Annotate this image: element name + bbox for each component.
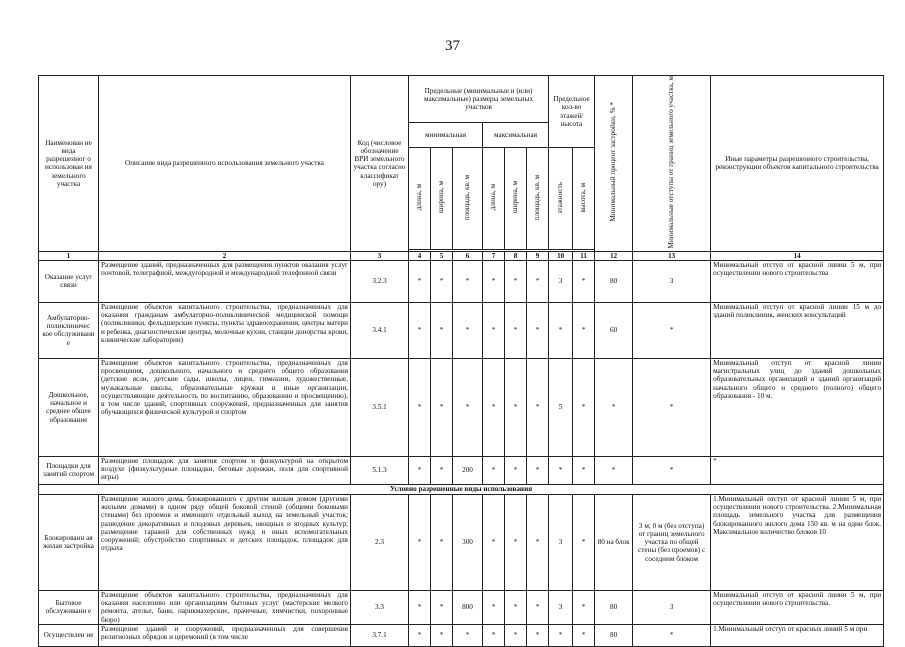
header-setbacks: Минимальные отступы от границ земельного участка, м: [667, 76, 676, 249]
header-floors-group: Предельное кол-во этажей/ высота: [549, 76, 595, 148]
header-floors: этажность: [556, 181, 565, 214]
row-name: Амбулаторно-поликлиничес кое обслуживани е: [39, 302, 99, 358]
column-number: 10: [549, 251, 573, 260]
row-value: *: [573, 260, 595, 302]
header-height: высота, м: [579, 182, 588, 213]
row-value: *: [409, 260, 431, 302]
row-name: Бытовое обслуживани е: [39, 590, 99, 624]
row-value: *: [505, 302, 527, 358]
row-value: *: [549, 302, 573, 358]
row-name: Осуществлен ие: [39, 624, 99, 646]
column-number: 9: [527, 251, 549, 260]
row-value: *: [505, 590, 527, 624]
row-name: Блокированн ая жилая застройка: [39, 494, 99, 590]
row-value: *: [409, 302, 431, 358]
column-number: 3: [351, 251, 409, 260]
row-value: *: [483, 456, 505, 484]
header-min-width: ширина, м: [437, 181, 446, 214]
page-number: 37: [445, 38, 460, 54]
row-value: *: [453, 624, 483, 646]
row-value: 3: [633, 590, 711, 624]
row-description: Размещение объектов капитального строительства, предназначенных для оказания гражданам амбулаторно-поликлинической медицинской помощи (поликлиники, фельдшерские пункты, пункты здравоохранения, центры матери и ребенка, диагностические центры, молочные кухни, станции донорства крови, клинические лаборатории): [99, 302, 351, 358]
row-value: *: [549, 456, 573, 484]
row-value: *: [453, 358, 483, 456]
row-value: *: [573, 590, 595, 624]
row-value: 3: [549, 590, 573, 624]
table-row: [39, 494, 884, 590]
row-value: *: [527, 456, 549, 484]
column-number: 6: [453, 251, 483, 260]
header-min-length: длина, м: [415, 184, 424, 211]
row-value: *: [431, 590, 453, 624]
row-value: *: [633, 358, 711, 456]
row-value: *: [409, 590, 431, 624]
column-number: 13: [633, 251, 711, 260]
header-max-width: ширина, м: [511, 181, 520, 214]
row-value: *: [409, 358, 431, 456]
row-value: *: [527, 590, 549, 624]
column-number: 14: [711, 251, 884, 260]
column-number: 12: [595, 251, 633, 260]
row-value: *: [431, 260, 453, 302]
header-maximal: максимальная: [483, 122, 549, 147]
row-value: *: [505, 260, 527, 302]
row-value: 80: [595, 624, 633, 646]
row-value: *: [573, 624, 595, 646]
row-value: 200: [453, 456, 483, 484]
row-value: *: [549, 624, 573, 646]
row-other-params: Минимальный отступ от красной линии 15 м до зданий поликлиник, женских консультаций: [711, 302, 884, 358]
row-value: 60: [595, 302, 633, 358]
table-row: [39, 260, 884, 302]
row-value: *: [505, 456, 527, 484]
row-value: 3 м; 0 м (без отступа) от границ земельного участка по общей стены (без проемов) с соседним блоком: [633, 494, 711, 590]
row-description: Размещение жилого дома, блокированного с другим жилым домом (другими жилыми домами) в одном ряду общей боковой стеной (общими боковыми стенами) без проемов и имеющего отдельный выход на земельный участок; разведение декоративных и плодовых деревьев, овощных и ягодных культур; размещение гаражей для собственных нужд и иных вспомогательных сооружений; обустройство спортивных и детских площадок, площадок для отдыха: [99, 494, 351, 590]
row-description: Размещение зданий, предназначенных для размещения пунктов оказания услуг почтовой, телеграфной, междугородной и международной телефонной связи: [99, 260, 351, 302]
column-numbers-row: [39, 251, 884, 260]
row-value: 80 на блок: [595, 494, 633, 590]
row-value: *: [483, 358, 505, 456]
row-other-params: *: [711, 456, 884, 484]
row-value: *: [573, 358, 595, 456]
column-number: 2: [99, 251, 351, 260]
header-name: Наименован ие вида разрешенног о использован ия земельного участка: [39, 76, 99, 252]
table-row: [39, 624, 884, 646]
row-description: Размещение площадок для занятия спортом и физкультурой на открытом воздухе (физкультурные площадки, беговые дорожки, поля для спортивной игры): [99, 456, 351, 484]
row-value: 800: [453, 590, 483, 624]
header-percent: Минимальный процент застройки, % *: [609, 102, 618, 222]
row-value: *: [431, 494, 453, 590]
row-value: *: [505, 624, 527, 646]
row-name: Оказание услуг связи: [39, 260, 99, 302]
row-value: *: [483, 260, 505, 302]
row-code: 3.3: [351, 590, 409, 624]
table-row: [39, 358, 884, 456]
row-value: *: [483, 494, 505, 590]
header-min-area: площадь, кв. м: [463, 174, 472, 221]
section-conditional-title: Условно разрешенные виды использования: [39, 484, 884, 494]
row-value: *: [483, 302, 505, 358]
row-code: 3.5.1: [351, 358, 409, 456]
row-other-params: Минимальный отступ от красной линии 5 м, при осуществлении нового строительства: [711, 260, 884, 302]
row-value: *: [409, 624, 431, 646]
row-description: Размещение объектов капитального строительства, предназначенных для оказания населению или организациям бытовых услуг (мастерские мелкого ремонта, ателье, бани, парикмахерские, прачечные, химчистки, похоронные бюро): [99, 590, 351, 624]
row-value: 80: [595, 260, 633, 302]
row-value: 3: [549, 494, 573, 590]
row-value: *: [527, 260, 549, 302]
row-value: *: [409, 456, 431, 484]
header-other: Иные параметры разрешенного строительства, реконструкции объектов капитального строительства: [711, 76, 884, 252]
row-value: *: [483, 624, 505, 646]
row-code: 3.2.3: [351, 260, 409, 302]
row-other-params: Минимальный отступ от красной линии магистральных улиц до зданий дошкольных образовательных организаций и зданий организаций начального общего и среднего (полного) общего образования - 10 м.: [711, 358, 884, 456]
row-code: 5.1.3: [351, 456, 409, 484]
row-value: *: [633, 456, 711, 484]
row-name: Дошкольное, начальное и среднее общее образование: [39, 358, 99, 456]
header-minimal: минимальная: [409, 122, 483, 147]
row-value: *: [595, 358, 633, 456]
column-number: 1: [39, 251, 99, 260]
row-value: *: [573, 302, 595, 358]
row-value: *: [431, 624, 453, 646]
header-max-area: площадь, кв. м: [533, 174, 542, 221]
row-code: 2.3: [351, 494, 409, 590]
column-number: 5: [431, 251, 453, 260]
column-number: 7: [483, 251, 505, 260]
row-value: *: [483, 590, 505, 624]
row-value: 300: [453, 494, 483, 590]
row-value: *: [573, 494, 595, 590]
column-number: 8: [505, 251, 527, 260]
header-code: Код (числовое обозначение ВРИ земельного участка согласно классификат ору): [351, 76, 409, 252]
section-row: [39, 484, 884, 494]
header-max-length: длина, м: [489, 184, 498, 211]
header-description: Описание вида разрешенного использования земельного участка: [99, 76, 351, 252]
row-value: *: [595, 456, 633, 484]
row-other-params: 1.Минимальный отступ от красной линии 5 м, при осуществлении нового строительства. 2.Минимальная площадь земельного участка для размещения блокированного жилого дома 150 кв. м на один блок. Максимальное количество блоков 10: [711, 494, 884, 590]
land-use-table: [38, 75, 884, 647]
row-value: *: [431, 302, 453, 358]
row-value: *: [409, 494, 431, 590]
row-value: *: [453, 260, 483, 302]
row-value: *: [633, 302, 711, 358]
row-value: *: [505, 358, 527, 456]
row-other-params: 1.Минимальный отступ от красных линий 5 м при: [711, 624, 884, 646]
row-value: *: [527, 624, 549, 646]
row-value: 80: [595, 590, 633, 624]
row-value: *: [527, 358, 549, 456]
row-value: 3: [549, 260, 573, 302]
row-code: 3.4.1: [351, 302, 409, 358]
row-name: Площадки для занятий спортом: [39, 456, 99, 484]
row-value: *: [431, 358, 453, 456]
row-code: 3.7.1: [351, 624, 409, 646]
row-description: Размещение зданий и сооружений, предназначенных для совершения религиозных обрядов и церемоний (в том числе: [99, 624, 351, 646]
row-value: 5: [549, 358, 573, 456]
row-value: 3: [633, 260, 711, 302]
table-row: [39, 456, 884, 484]
row-description: Размещение объектов капитального строительства, предназначенных для просвещения, дошкольного, начального и среднего общего образования (детские ясли, детские сады, школы, лицеи, гимназии, художественные, музыкальные школы, образовательные кружки и иные организации, осуществляющие деятельность по воспитанию, образованию и просвещению), в том числе зданий, спортивных сооружений, предназначенных для занятия обучающихся физической культурой и спортом: [99, 358, 351, 456]
row-value: *: [527, 302, 549, 358]
row-value: *: [573, 456, 595, 484]
header-limits: Предельные (минимальные и (или) максимальные) размеры земельных участков: [409, 76, 549, 123]
row-other-params: Минимальный отступ от красной линии 5 м, при осуществлении нового строительства.: [711, 590, 884, 624]
row-value: *: [505, 494, 527, 590]
row-value: *: [431, 456, 453, 484]
table-row: [39, 302, 884, 358]
table-row: [39, 590, 884, 624]
row-value: *: [453, 302, 483, 358]
row-value: *: [633, 624, 711, 646]
row-value: *: [527, 494, 549, 590]
column-number: 4: [409, 251, 431, 260]
column-number: 11: [573, 251, 595, 260]
